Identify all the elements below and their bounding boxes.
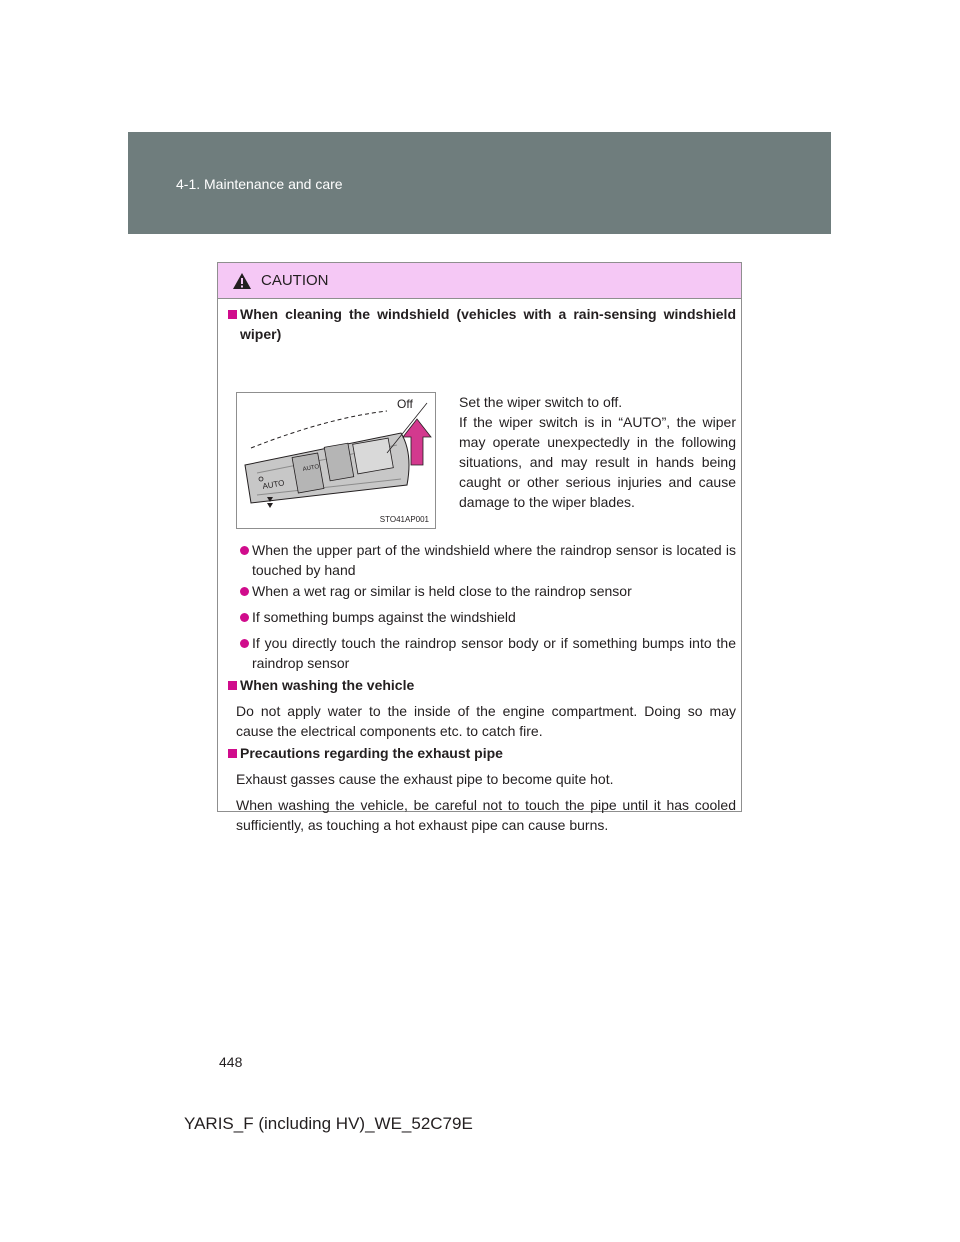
svg-text:AUTO: AUTO bbox=[302, 464, 320, 473]
wiper-switch-illustration bbox=[236, 392, 436, 529]
bullet-dot-icon bbox=[240, 613, 249, 622]
bullet-item: When a wet rag or similar is held close to the raindrop sensor bbox=[252, 583, 632, 599]
section-heading-washing: When washing the vehicle bbox=[240, 677, 415, 693]
section-bullet-icon bbox=[228, 749, 237, 758]
illustration-caption-line1: Set the wiper switch to off. bbox=[459, 394, 623, 410]
bullet-dot-icon bbox=[240, 587, 249, 596]
caution-title: CAUTION bbox=[261, 272, 329, 289]
illustration-label-off: Off bbox=[397, 397, 413, 411]
section-title: 4-1. Maintenance and care bbox=[176, 176, 343, 192]
warning-triangle-icon bbox=[232, 272, 252, 290]
section-bullet-icon bbox=[228, 310, 237, 319]
document-footer: YARIS_F (including HV)_WE_52C79E bbox=[184, 1114, 473, 1133]
page-number: 448 bbox=[219, 1054, 243, 1070]
bullet-item: If something bumps against the windshield bbox=[252, 609, 516, 625]
bullet-dot-icon bbox=[240, 546, 249, 555]
caution-header bbox=[218, 263, 741, 299]
bullet-item: If you directly touch the raindrop sensor body or if something bumps into the raindrop sensor bbox=[252, 635, 736, 671]
section-header-band bbox=[128, 132, 831, 234]
exhaust-paragraph-2: When washing the vehicle, be careful not to touch the pipe until it has cooled sufficiently, as touching a hot exhaust pipe can cause burns. bbox=[236, 797, 736, 833]
caution-box bbox=[217, 262, 742, 833]
section-heading-exhaust: Precautions regarding the exhaust pipe bbox=[240, 745, 503, 761]
bullet-item: When the upper part of the windshield where the raindrop sensor is located is touched by hand bbox=[252, 542, 736, 578]
washing-paragraph: Do not apply water to the inside of the engine compartment. Doing so may cause the electrical components etc. to catch fire. bbox=[236, 703, 736, 739]
svg-text:AUTO: AUTO bbox=[261, 478, 286, 491]
illustration-code: STO41AP001 bbox=[379, 515, 429, 524]
wiper-lever-drawing bbox=[237, 393, 435, 528]
illustration-caption-body: If the wiper switch is in “AUTO”, the wiper may operate unexpectedly in the following situations, and may result in hands being caught or other serious injuries and cause damage to the wiper blades. bbox=[459, 414, 736, 510]
bullet-dot-icon bbox=[240, 639, 249, 648]
exhaust-paragraph-1: Exhaust gasses cause the exhaust pipe to become quite hot. bbox=[236, 771, 614, 787]
section-heading-windshield: When cleaning the windshield (vehicles with a rain-sensing windshield wiper) bbox=[240, 306, 736, 342]
section-bullet-icon bbox=[228, 681, 237, 690]
